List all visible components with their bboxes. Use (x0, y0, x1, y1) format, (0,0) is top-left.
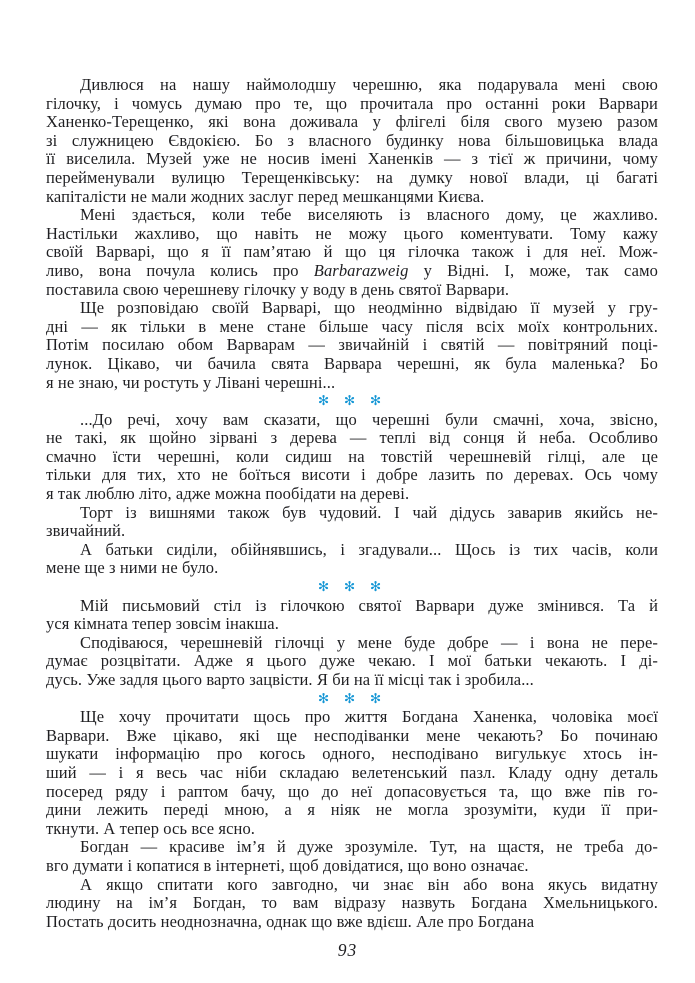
text-line: Ще хочу прочитати щось про життя Богдана Ханенка, чоловіка моєї (80, 707, 658, 727)
text-segment: у Відні. І, може, так само (408, 260, 658, 280)
paragraph (46, 411, 658, 504)
text-line: Богдан — красиве ім’я й дуже зрозуміле. Тут, на щастя, не треба до- (80, 837, 658, 857)
text-line: зі служницею Євдокією. Бо з власного будинку нова більшовицька влада (46, 130, 658, 150)
text-block (46, 76, 658, 931)
text-line: поставила свою черешневу гілочку у воду в день святої Варвари. (46, 279, 510, 299)
text-line: Ще розповідаю своїй Варварі, що неодмінно відвідаю її музей у гру- (80, 298, 658, 318)
text-line: Ханенко-Терещенко, які вона доживала у флігелі біля свого музею разом (46, 112, 658, 132)
text-segment: ливо, вона почула колись про (46, 260, 314, 280)
text-line: А якщо спитати кого завгодно, чи знає він або вона якусь видатну (80, 874, 658, 894)
text-line: А батьки сиділи, обійнявшись, і згадували... Щось із тих часів, коли (80, 539, 658, 559)
paragraph (46, 634, 658, 690)
text-line: її виселила. Музей уже не носив імені Ханенків — з тієї ж причини, чому (46, 149, 658, 169)
paragraph (46, 876, 658, 932)
text-line: Сподіваюся, черешневій гілочці у мене буде добре — і вона не пере- (80, 632, 658, 652)
text-line: посеред ряду і раптом бачу, що до неї допасовується та, що вже пів го- (46, 781, 658, 801)
text-line: ший — і я весь час ніби складаю велетенський пазл. Кладу одну деталь (46, 762, 658, 782)
text-line: Варвари. Вже цікаво, які ще несподіванки мене чекають? Бо починаю (46, 725, 658, 745)
text-line: ткнути. А тепер ось все ясно. (46, 818, 256, 838)
paragraph (46, 299, 658, 392)
page-number: 93 (337, 940, 358, 960)
text-line: людину на ім’я Богдан, то вам відразу назвуть Богдана Хмельницького. (46, 893, 658, 913)
paragraph (46, 76, 658, 206)
text-line: я не знаю, чи ростуть у Лівані черешні... (46, 372, 336, 392)
text-line: смачно їсти черешні, коли сидиш на товстій черешневій гілці, але це (46, 446, 658, 466)
text-line: Торт із вишнями також був чудовий. І чай дідусь заварив якийсь не- (80, 502, 658, 522)
text-line: своїй Варварі, що я її пам’ятаю й що ця гілочка також і для неї. Мож- (46, 242, 658, 262)
text-line: уся кімната тепер зовсім інакша. (46, 614, 279, 634)
text-line: Мені здається, коли тебе виселяють із власного дому, це жахливо. (80, 205, 658, 225)
paragraph (46, 838, 658, 875)
text-line: лунок. Цікаво, чи бачила свята Варвара черешні, як була маленька? Бо (46, 353, 658, 373)
text-line: звичайний. (46, 521, 126, 541)
section-separator-stars: ✻ ✻ ✻ (317, 690, 387, 707)
text-line: не такі, як щойно зірвані з дерева — теплі від сонця й неба. Особливо (46, 428, 658, 448)
text-line: Потім посилаю обом Варварам — звичайній і святій — повітряний поці- (46, 335, 658, 355)
text-line: мене ще з ними не було. (46, 558, 219, 578)
text-line: Настільки жахливо, що навіть не можу цього коментувати. Тому кажу (46, 223, 658, 243)
text-line: перейменували вулицю Терещенківську: на думку нової влади, ці багаті (46, 167, 658, 187)
text-line: ...До речі, хочу вам сказати, що черешні були смачні, хоча, звісно, (80, 409, 658, 429)
text-line: Постать досить неоднозначна, однак що вже вдієш. Але про Богдана (46, 911, 535, 931)
paragraph (46, 597, 658, 634)
text-line: дини лежить переді мною, а я ніяк не могла зрозуміти, куди її при- (46, 800, 658, 820)
text-line (46, 262, 658, 281)
text-segment: Barbarazweig (313, 260, 409, 280)
section-separator-stars: ✻ ✻ ✻ (317, 579, 387, 596)
text-line: Дивлюся на нашу наймолодшу черешню, яка подарувала мені свою (80, 75, 658, 94)
text-line: вго думати і копатися в інтернеті, щоб довідатися, що воно означає. (46, 855, 529, 875)
text-line: дні — як тільки в мене стане більше часу після всіх моїх контрольних. (46, 316, 658, 336)
paragraph (46, 206, 658, 299)
paragraph (46, 708, 658, 838)
text-line: гілочку, і чомусь думаю про те, що прочитала про останні роки Варвари (46, 93, 658, 113)
text-line: капіталісти не мали жодних заслуг перед мешканцями Києва. (46, 186, 485, 206)
text-line: думає розцвітати. Адже я цього дуже чекаю. І мої батьки чекають. І ді- (46, 651, 658, 671)
text-line: я так люблю літо, адже можна пообідати на дереві. (46, 484, 410, 504)
text-line: тільки для тих, хто не боїться висоти і добре лазить по деревах. Ось чому (46, 465, 658, 485)
paragraph (46, 504, 658, 541)
text-line: Мій письмовий стіл із гілочкою святої Варвари дуже змінився. Та й (80, 595, 658, 615)
text-line: шукати інформацію про когось одного, несподівано вигулькує хтось ін- (46, 744, 658, 764)
section-separator-stars: ✻ ✻ ✻ (317, 393, 387, 410)
paragraph (46, 541, 658, 578)
text-line: дусь. Уже задля цього варто зацвісти. Я би на її місці так і зробила... (46, 670, 534, 689)
